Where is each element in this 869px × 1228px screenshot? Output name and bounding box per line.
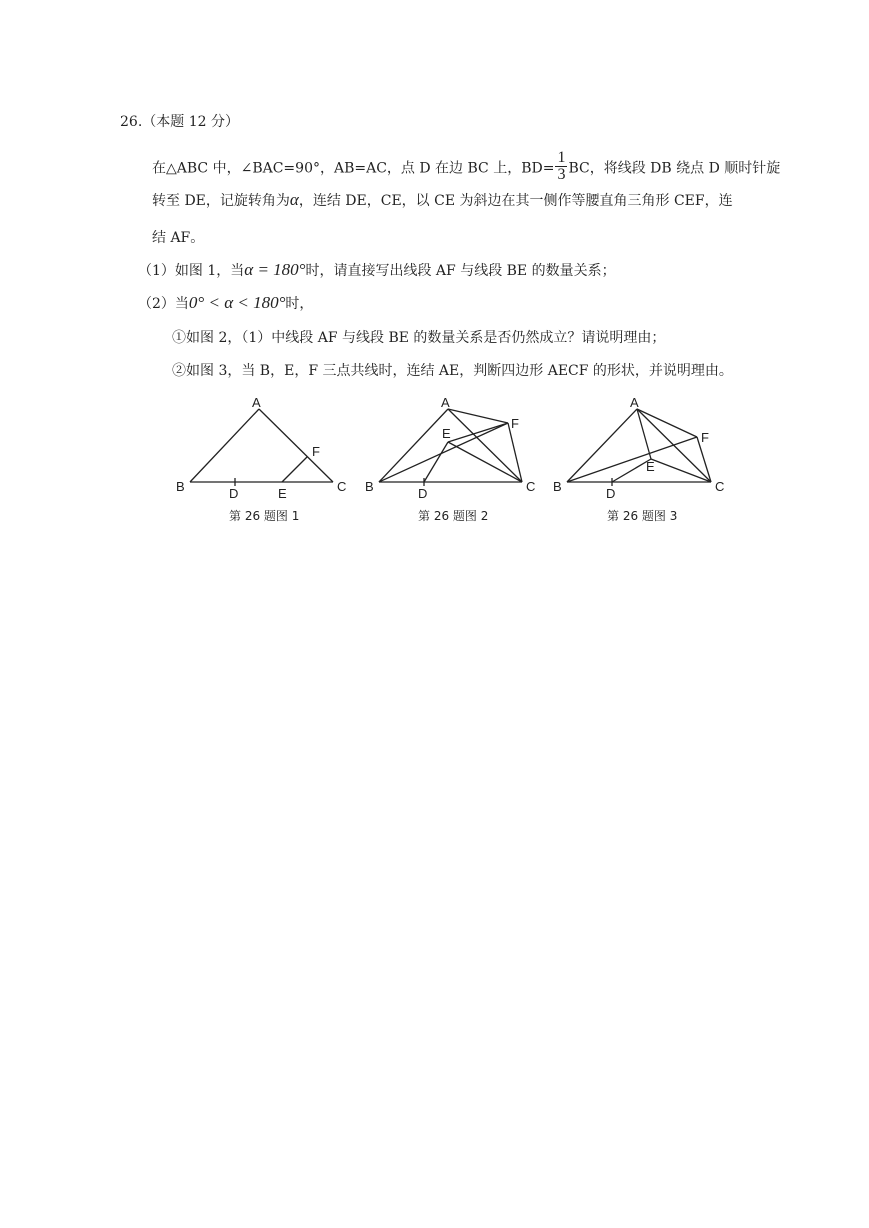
fig1-label-B: B <box>176 479 185 494</box>
question-1-condition: α = 180° <box>244 260 306 279</box>
question-2-prefix: （2）当 <box>138 296 189 312</box>
fig2-segment-AF <box>448 409 508 423</box>
fig2-segment-FC <box>508 423 522 482</box>
problem-header: 26.（本题 12 分） <box>120 114 239 130</box>
fig3-segment-AB <box>567 409 637 482</box>
fig3-label-D: D <box>606 486 616 501</box>
fig2-label-C: C <box>526 479 536 494</box>
fig2-label-A: A <box>441 395 450 410</box>
figure-3-caption: 第 26 题图 3 <box>607 509 678 523</box>
fraction-denominator: 3 <box>557 166 566 183</box>
problem-statement-line-3: 结 AF。 <box>152 230 205 246</box>
question-1-text: 时，请直接写出线段 AF 与线段 BE 的数量关系； <box>305 263 616 279</box>
fig3-label-E: E <box>646 459 655 474</box>
fig1-label-F: F <box>312 444 320 459</box>
fig1-label-A: A <box>252 395 261 410</box>
statement-line2-b: ，连结 DE，CE，以 CE 为斜边在其一侧作等腰直角三角形 CEF，连 <box>298 193 733 209</box>
fig3-label-A: A <box>630 395 639 410</box>
question-2-part-1: ①如图 2，（1）中线段 AF 与线段 BE 的数量关系是否仍然成立？请说明理由； <box>172 330 666 346</box>
fig2-segment-DE <box>424 442 448 482</box>
fig1-label-C: C <box>337 479 347 494</box>
fig3-segment-AF <box>637 409 697 437</box>
question-1-prefix: （1）如图 1，当 <box>138 263 245 279</box>
figure-2-caption: 第 26 题图 2 <box>418 509 489 523</box>
fig3-label-C: C <box>715 479 725 494</box>
statement-line2-a: 转至 DE，记旋转角为 <box>152 193 290 209</box>
fig2-segment-EC <box>448 442 522 482</box>
fig1-segment-EF <box>282 457 307 482</box>
fig3-segment-BF <box>567 437 697 482</box>
fig1-segment-AB <box>190 409 259 482</box>
fraction-numerator: 1 <box>557 149 566 166</box>
fig3-segment-EC <box>651 459 711 482</box>
statement-part-2: BC，将线段 DB 绕点 D 顺时针旋 <box>568 160 781 177</box>
fig2-segment-AB <box>379 409 448 482</box>
fig3-label-B: B <box>553 479 562 494</box>
figure-1-caption: 第 26 题图 1 <box>229 509 300 523</box>
alpha-symbol: α <box>289 190 299 209</box>
question-2-condition: 0° < α < 180° <box>188 293 286 312</box>
fig2-label-F: F <box>511 416 519 431</box>
fig3-label-F: F <box>701 430 709 445</box>
fig1-label-E: E <box>278 486 287 501</box>
fig2-label-B: B <box>365 479 374 494</box>
fig1-segment-AC <box>259 409 333 482</box>
fig1-label-D: D <box>229 486 239 501</box>
statement-part-1: 在△ABC 中，∠BAC=90°，AB=AC，点 D 在边 BC 上，BD= <box>152 160 555 177</box>
fig2-label-D: D <box>418 486 428 501</box>
fig2-label-E: E <box>442 426 451 441</box>
question-2-text: 时， <box>285 296 314 312</box>
question-2-part-2: ②如图 3，当 B，E，F 三点共线时，连结 AE，判断四边形 AECF 的形状，并说明理由。 <box>172 363 733 379</box>
